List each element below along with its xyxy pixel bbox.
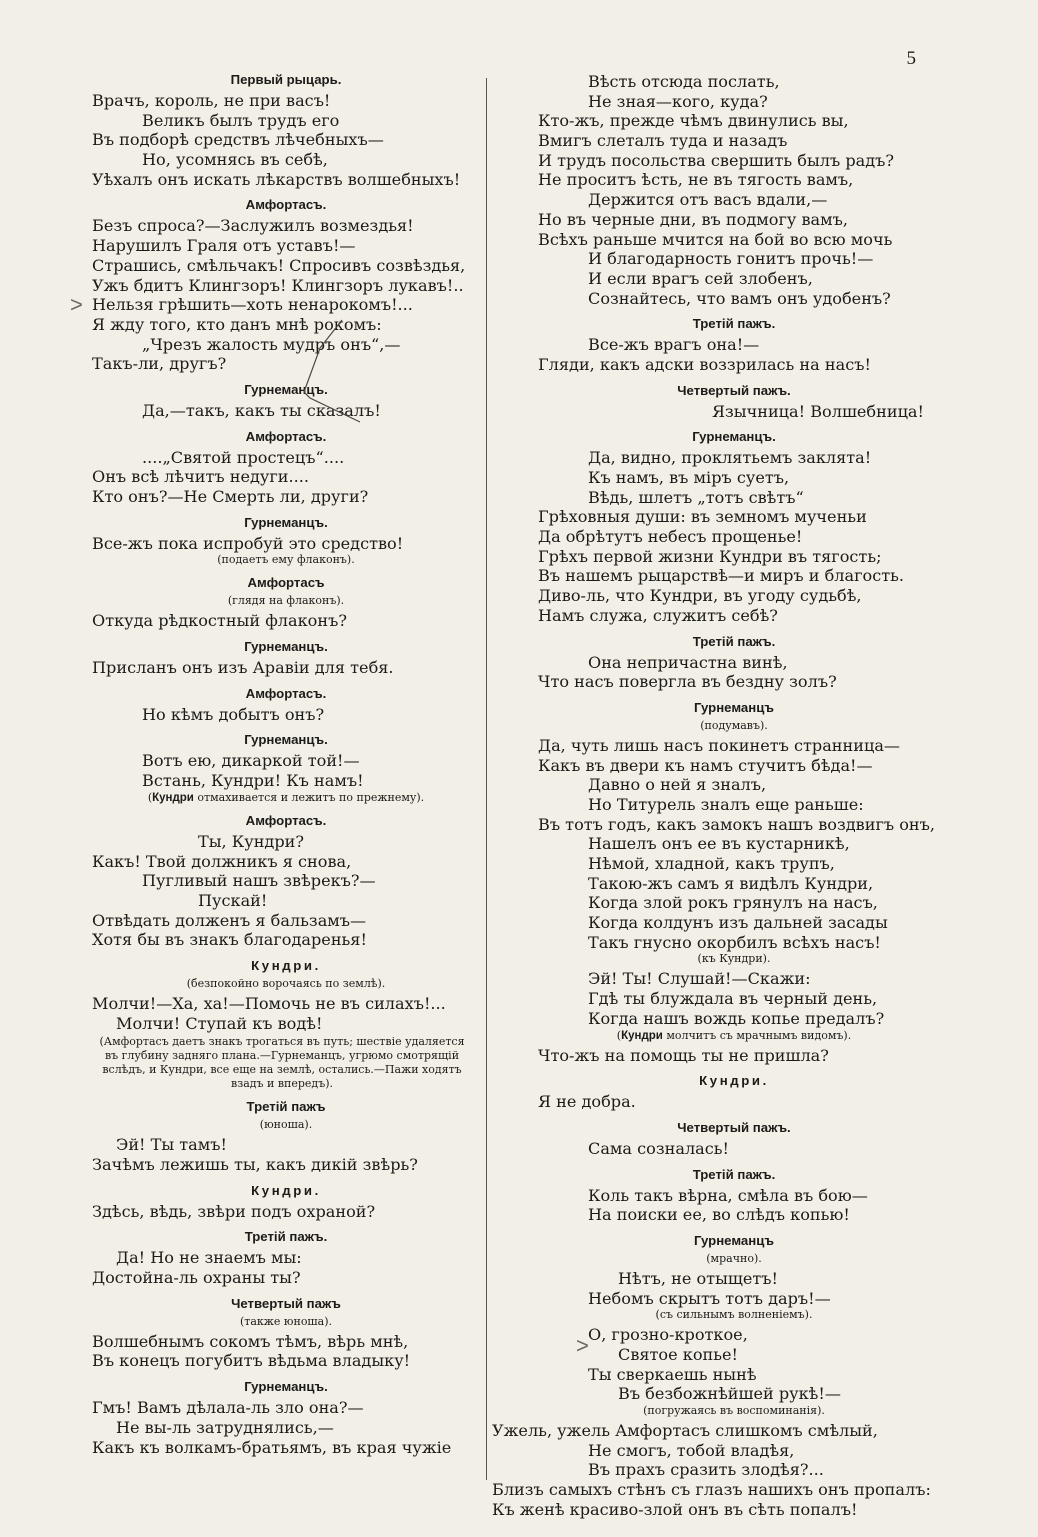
stage-direction-text: отмахивается и лежитъ по прежнему).	[193, 790, 425, 804]
verse-line: Къ намъ, въ міръ суетъ,	[588, 468, 790, 487]
verse-line: Но Титурель зналъ еще раньше:	[588, 794, 864, 814]
verse-line: Ужъ бдитъ Клингзоръ! Клингзоръ лукавъ!..	[92, 275, 464, 295]
speaker-name: Третій пажъ.	[244, 1229, 328, 1245]
verse-line: Волшебнымъ сокомъ тѣмъ, вѣрь мнѣ,	[92, 1331, 409, 1351]
verse-line: И трудъ посольства свершить былъ радъ?	[538, 150, 895, 170]
verse-line: Святое копье!	[618, 1345, 738, 1364]
pen-annotation	[290, 318, 370, 428]
stage-direction-line: въ глубину задняго плана.—Гурнеманцъ, угрюмо смотрящій	[104, 1049, 460, 1063]
verse-line: Коль такъ вѣрна, смѣла въ бою—	[588, 1185, 868, 1205]
character-name: Кундри	[152, 791, 194, 804]
verse-line: Отвѣдать долженъ я бальзамъ—	[92, 910, 367, 930]
verse-line: И если врагъ сей злобенъ,	[588, 268, 813, 288]
verse-line: Такъ-ли, другъ?	[92, 354, 227, 374]
page-number: 5	[906, 48, 916, 69]
verse-line: Пугливый нашъ звѣрекъ?—	[142, 871, 376, 891]
verse-line: Грѣховныя души: въ земномъ мученьи	[538, 507, 867, 527]
verse-line: Эй! Ты! Слушай!—Скажи:	[588, 969, 811, 989]
verse-line: Какъ къ волкамъ-братьямъ, въ края чужіе	[92, 1437, 452, 1457]
stage-direction-line: взадъ и впередъ).	[231, 1077, 333, 1091]
stage-direction-block	[84, 1035, 480, 1091]
stage-direction-line: вслѣдъ, и Кундри, все еще на землѣ, остались.—Пажи ходятъ	[102, 1063, 462, 1077]
speaker-name: Гурнеманцъ.	[244, 1379, 328, 1395]
verse-line: Нѣмой, хладной, какъ трупъ,	[588, 854, 835, 873]
speaker-name: Гурнеманцъ.	[244, 639, 328, 655]
speaker-name: Кундри.	[251, 1182, 321, 1198]
stage-direction: (подаетъ ему флаконъ).	[217, 553, 355, 567]
verse-line: Когда злой рокъ грянулъ на насъ,	[588, 893, 878, 913]
verse-line: Что насъ повергла въ бездну золъ?	[538, 672, 837, 692]
stage-direction	[538, 1029, 930, 1043]
verse-line: Сама созналась!	[588, 1138, 730, 1158]
verse-line: Ужель, ужель Амфортасъ слишкомъ смѣлый,	[492, 1421, 878, 1441]
verse-line: Эй! Ты тамъ!	[116, 1135, 228, 1155]
speaker-name: Гурнеманцъ.	[244, 732, 328, 748]
verse-line: Грѣхъ первой жизни Кундри въ тягость;	[538, 546, 882, 566]
verse-line: Безъ спроса?—Заслужилъ возмездья!	[92, 216, 414, 236]
verse-line: Гдѣ ты блуждала въ черный день,	[588, 989, 878, 1009]
stage-direction: (мрачно).	[706, 1251, 762, 1265]
margin-mark-right: >	[576, 1333, 589, 1358]
stage-direction: (погружаясь въ воспоминанія).	[643, 1404, 825, 1418]
verse-line: Вотъ ею, дикаркой той!—	[142, 751, 360, 771]
verse-line: Великъ былъ трудъ его	[142, 110, 340, 130]
stage-direction: (безпокойно ворочаясь по землѣ).	[186, 976, 386, 990]
speaker-name: Четвертый пажъ.	[677, 1119, 791, 1135]
verse-line: Ты, Кундри?	[198, 831, 304, 851]
verse-line: Не вы-ль затруднялись,—	[116, 1417, 334, 1437]
verse-line: Здѣсь, вѣдь, звѣри подъ охраной?	[92, 1201, 376, 1221]
character-name: Кундри	[621, 1029, 663, 1042]
verse-line: Но, усомнясь въ себѣ,	[142, 150, 328, 170]
verse-line: И благодарность гонитъ прочь!—	[588, 249, 874, 269]
speaker-name: Третій пажъ.	[692, 633, 776, 649]
verse-line: Въ подборѣ средствъ лѣчебныхъ—	[92, 130, 384, 150]
verse-line: Кто-жъ, прежде чѣмъ двинулись вы,	[538, 111, 849, 131]
margin-mark-left: >	[70, 292, 83, 317]
verse-line: Кто онъ?—Не Смерть ли, други?	[92, 487, 369, 506]
verse-line: Да! Но не знаемъ мы:	[116, 1248, 302, 1268]
verse-line: Пускай!	[198, 890, 268, 910]
verse-line: Хотя бы въ знакъ благодаренья!	[92, 930, 367, 950]
speaker-name: Гурнеманцъ	[694, 1232, 774, 1248]
verse-line: Не зная—кого, куда?	[588, 91, 768, 111]
verse-line: Въ нашемъ рыцарствѣ—и миръ и благость.	[538, 566, 905, 586]
verse-line: Не смогъ, тобой владѣя,	[588, 1440, 795, 1460]
verse-line: Такъ гнусно окорбилъ всѣхъ насъ!	[588, 932, 881, 952]
verse-line: Да,—такъ, какъ ты сказалъ!	[142, 400, 381, 420]
verse-line: Такою-жъ самъ я видѣлъ Кундри,	[588, 873, 874, 893]
verse-line: Въ конецъ погубитъ вѣдьма владыку!	[92, 1351, 411, 1371]
verse-line: Но кѣмъ добытъ онъ?	[142, 704, 325, 724]
speaker-name: Гурнеманцъ.	[244, 381, 328, 397]
verse-line: Все-жъ пока испробуй это средство!	[92, 533, 404, 553]
verse-line: Всѣхъ раньше мчится на бой во всю мочь	[538, 229, 893, 249]
verse-line: Держится отъ васъ вдали,—	[588, 190, 828, 210]
verse-line: Вѣдь, шлетъ „тотъ свѣтъ“	[588, 487, 804, 507]
verse-line: Встань, Кундри! Къ намъ!	[142, 771, 364, 791]
verse-line: На поиски ее, во слѣдъ копью!	[588, 1205, 850, 1225]
verse-line: „Чрезъ жалость мудръ онъ“,—	[142, 334, 401, 354]
speaker-name: Третій пажъ.	[692, 1166, 776, 1182]
verse-line: Страшись, смѣльчакъ! Спросивъ созвѣздья,	[92, 255, 466, 275]
verse-line: Вѣсть отсюда послать,	[588, 72, 780, 91]
stage-direction	[92, 791, 480, 805]
verse-line: Онъ всѣ лѣчитъ недуги....	[92, 467, 309, 487]
verse-line: Давно о ней я зналъ,	[588, 775, 767, 795]
speaker-name: Третій пажъ	[246, 1099, 326, 1115]
verse-line: Но въ черные дни, въ подмогу вамъ,	[538, 209, 848, 229]
verse-line: Въ прахъ сразить злодѣя?...	[588, 1460, 824, 1480]
verse-line: Все-жъ врагъ она!—	[588, 335, 760, 355]
verse-line: Къ женѣ красиво-злой онъ въ сѣть попалъ!	[492, 1499, 858, 1519]
right-column	[492, 72, 936, 1520]
speaker-name: Амфортасъ.	[245, 428, 327, 444]
verse-line: Сознайтесь, что вамъ онъ удобенъ?	[588, 288, 891, 308]
speaker-name: Гурнеманцъ.	[244, 514, 328, 530]
speaker-name: Четвертый пажъ.	[677, 382, 791, 398]
verse-line: Нашелъ онъ ее въ кустарникѣ,	[588, 834, 850, 854]
verse-line: Достойна-ль охраны ты?	[92, 1268, 301, 1288]
verse-line: Нельзя грѣшить—хоть ненарокомъ!...	[92, 295, 413, 315]
verse-line: Ты сверкаешь нынѣ	[588, 1364, 757, 1384]
column-divider	[486, 78, 487, 1480]
speaker-name: Амфортасъ.	[245, 812, 327, 828]
verse-line: Когда колдунъ изъ дальней засады	[588, 913, 888, 933]
verse-line: Гляди, какъ адски воззрилась на насъ!	[538, 354, 871, 374]
verse-line: Гмъ! Вамъ дѣлала-ль зло она?—	[92, 1398, 364, 1418]
speaker-name: Кундри.	[251, 957, 321, 973]
speaker-name: Четвертый пажъ	[231, 1295, 341, 1311]
speaker-name: Первый рыцарь.	[230, 72, 342, 87]
speaker-name: Третій пажъ.	[692, 316, 776, 332]
verse-line: Не проситъ ѣсть, не въ тягость вамъ,	[538, 170, 854, 190]
speaker-name: Амфортасъ	[247, 575, 325, 591]
paren: (	[147, 790, 153, 804]
verse-line: Въ тотъ годъ, какъ замокъ нашъ воздвигъ онъ,	[538, 814, 936, 834]
verse-line: Она непричастна винѣ,	[588, 652, 788, 672]
verse-line: Я не добра.	[538, 1092, 636, 1112]
speaker-name: Гурнеманцъ.	[692, 429, 776, 445]
stage-direction: (глядя на флаконъ).	[227, 594, 345, 608]
verse-line: Уѣхалъ онъ искать лѣкарствъ волшебныхъ!	[92, 169, 461, 189]
verse-line: Близъ самыхъ стѣнъ съ глазъ нашихъ онъ пропалъ:	[492, 1480, 931, 1500]
stage-direction-line: (Амфортасъ даетъ знакъ трогаться въ путь; шествіе удаляется	[99, 1035, 465, 1049]
verse-line: Какъ! Твой должникъ я снова,	[92, 851, 352, 871]
verse-line: Да, чуть лишь насъ покинетъ странница—	[538, 735, 901, 755]
verse-line: О, грозно-кроткое,	[588, 1325, 748, 1345]
verse-line: Да обрѣтутъ небесъ прощенье!	[538, 527, 803, 547]
stage-direction: (также юноша).	[239, 1314, 333, 1328]
verse-line: Присланъ онъ изъ Аравіи для тебя.	[92, 658, 394, 678]
speaker-name: Амфортасъ.	[245, 685, 327, 701]
verse-line: Когда нашъ вождь копье предалъ?	[588, 1008, 885, 1028]
speaker-name: Кундри.	[699, 1073, 769, 1089]
stage-direction: (къ Кундри).	[697, 952, 771, 966]
verse-line: Въ безбожнѣйшей рукѣ!—	[618, 1384, 841, 1404]
verse-line: Да, видно, проклятьемъ заклята!	[588, 448, 872, 468]
speaker-name: Амфортасъ.	[245, 197, 327, 213]
verse-line: ....„Святой простецъ“....	[142, 447, 345, 467]
paren: (	[616, 1028, 622, 1042]
speaker-name: Гурнеманцъ	[694, 699, 774, 715]
verse-line: Я жду того, кто данъ мнѣ рокомъ:	[92, 314, 382, 334]
stage-direction-text: молчитъ съ мрачнымъ видомъ).	[662, 1028, 852, 1042]
verse-line: Намъ служа, служитъ себѣ?	[538, 605, 778, 625]
verse-line: Язычница! Волшебница!	[712, 401, 924, 421]
verse-line: Нарушилъ Граля отъ уставъ!—	[92, 236, 356, 256]
verse-line: Врачъ, король, не при васъ!	[92, 91, 331, 110]
stage-direction: (юноша).	[259, 1118, 313, 1132]
left-column	[92, 72, 480, 1457]
verse-line: Откуда рѣдкостный флаконъ?	[92, 611, 347, 631]
verse-line: Нѣтъ, не отыщетъ!	[618, 1268, 778, 1288]
stage-direction: (съ сильнымъ волненіемъ).	[655, 1308, 813, 1322]
verse-line: Что-жъ на помощь ты не пришла?	[538, 1045, 829, 1065]
verse-line: Молчи! Ступай къ водѣ!	[116, 1013, 323, 1033]
verse-line: Вмигъ слеталъ туда и назадъ	[538, 131, 788, 151]
verse-line: Молчи!—Ха, ха!—Помочь не въ силахъ!...	[92, 993, 446, 1013]
verse-line: Небомъ скрытъ тотъ даръ!—	[588, 1288, 831, 1308]
verse-line: Зачѣмъ лежишь ты, какъ дикій звѣрь?	[92, 1155, 418, 1174]
verse-line: Диво-ль, что Кундри, въ угоду судьбѣ,	[538, 586, 862, 606]
stage-direction: (подумавъ).	[700, 718, 768, 732]
verse-line: Какъ въ двери къ намъ стучитъ бѣда!—	[538, 755, 873, 775]
